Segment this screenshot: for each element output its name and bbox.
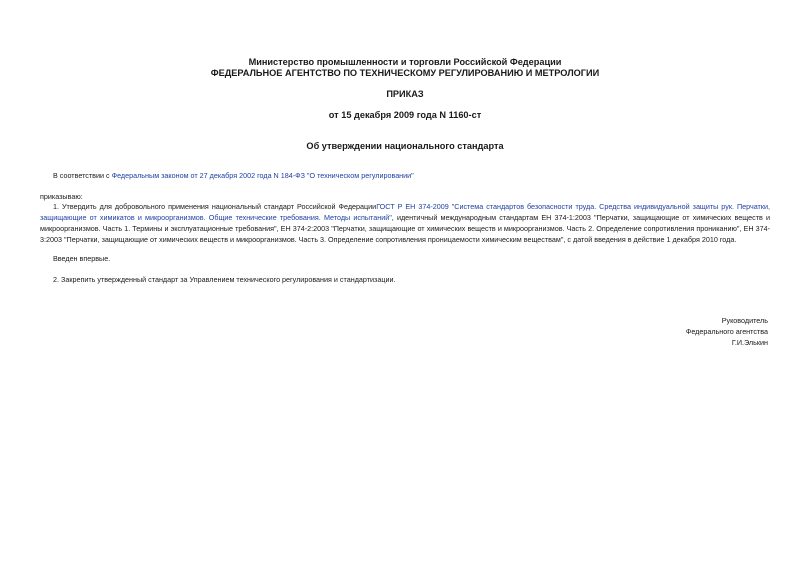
item-1-line-2-rest: , идентичный международным стандартам ЕН 374-1:2003 "Перчатки, защищающие от химических веществ и: [391, 213, 770, 222]
gost-standard-link-continued[interactable]: защищающие от химикатов и микроорганизмов. Общие технические требования. Методы испытаний": [40, 213, 392, 222]
item-1-prefix: 1. Утвердить для добровольного применения национальный стандарт Российской Федерации: [53, 202, 377, 211]
item-1-paragraph: [40, 201, 770, 245]
preamble-prefix: В соответствии с: [53, 171, 112, 180]
introduced-first-time-note: Введен впервые.: [53, 254, 111, 263]
gost-standard-link[interactable]: ГОСТ Р ЕН 374-2009 "Система стандартов безопасности труда. Средства индивидуальной защиты рук. Перчатки,: [376, 202, 770, 211]
federal-law-link[interactable]: Федеральным законом от 27 декабря 2002 года N 184-ФЗ "О техническом регулировании": [111, 171, 414, 180]
preamble-paragraph: [53, 170, 414, 181]
item-1-line-2: [40, 212, 770, 223]
signature-title-line-2: Федерального агентства: [685, 327, 768, 336]
order-word: приказываю:: [40, 192, 83, 201]
signature-title-line-1: Руководитель: [721, 316, 768, 325]
item-1-line-1: [40, 201, 770, 212]
document-type-title: ПРИКАЗ: [386, 89, 424, 99]
item-1-line-4: 3:2003 "Перчатки, защищающие от химических веществ и микроорганизмов. Часть 3. Определение сопротивления проницаемости химическим веществам", с датой введения в действие 1 декабря 2010 года.: [40, 235, 737, 244]
document-subject: Об утверждении национального стандарта: [306, 141, 504, 151]
item-2-paragraph: 2. Закрепить утвержденный стандарт за Управлением технического регулирования и стандартизации.: [53, 275, 396, 284]
document-date-number: от 15 декабря 2009 года N 1160-ст: [328, 110, 482, 120]
item-1-line-3: микроорганизмов. Часть 1. Термины и эксплуатационные требования", ЕН 374-2:2003 "Перчатки, защищающие от химических веществ и микроорганизмов. Часть 2. Определение сопротивления прониканию", ЕН 374-: [40, 224, 770, 233]
agency-heading: ФЕДЕРАЛЬНОЕ АГЕНТСТВО ПО ТЕХНИЧЕСКОМУ РЕГУЛИРОВАНИЮ И МЕТРОЛОГИИ: [210, 68, 600, 78]
ministry-heading: Министерство промышленности и торговли Российской Федерации: [248, 57, 562, 67]
signature-name: Г.И.Элькин: [731, 338, 768, 347]
